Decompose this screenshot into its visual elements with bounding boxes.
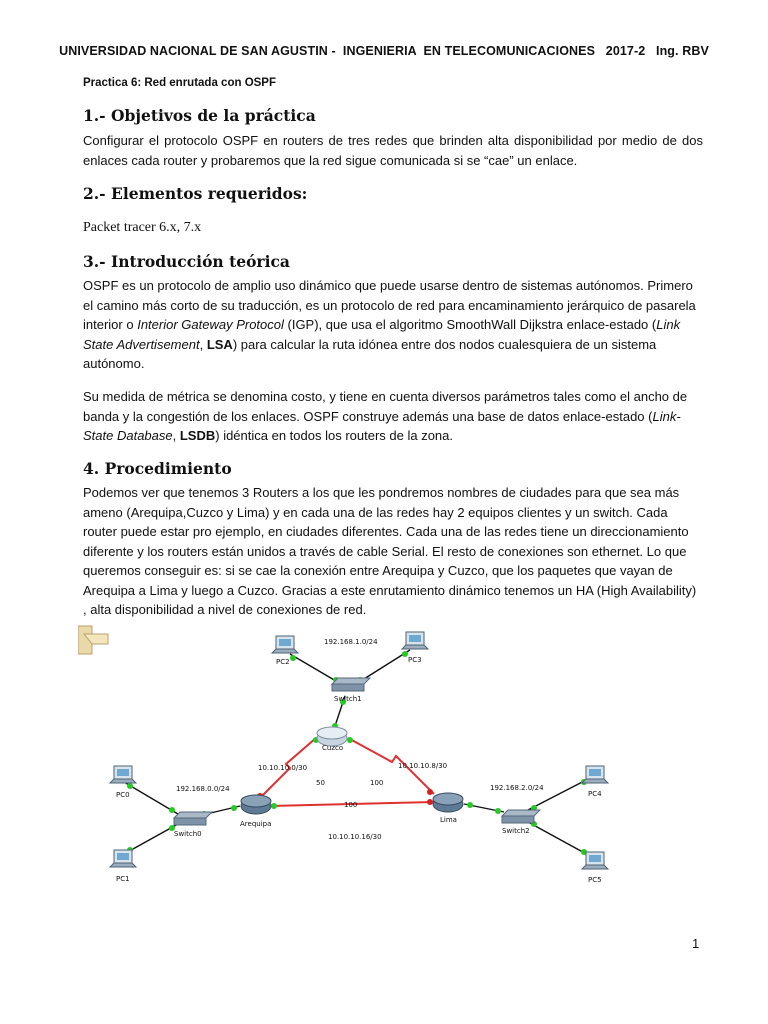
note-icon <box>78 626 108 654</box>
pc1[interactable] <box>110 850 136 883</box>
router-cuzco[interactable] <box>317 727 347 752</box>
pc5[interactable] <box>582 852 608 884</box>
pc0[interactable] <box>110 766 136 799</box>
pc4-label: PC4 <box>588 790 602 798</box>
switch1-label: Switch1 <box>334 695 362 703</box>
switch2[interactable] <box>502 810 540 835</box>
intro-paragraph-2: Su medida de métrica se denomina costo, y tiene en cuenta diversos parámetros tales como el ancho de banda y la congestión de los enlaces. OSPF construye además una base de datos enlace-estado (Link-State Database, LSDB) idéntica en todos los routers de la zona. <box>83 389 688 443</box>
section-title-objetivos: 1.- Objetivos de la práctica <box>83 106 316 125</box>
cost-label-arequipa-cuzco: 50 <box>316 779 325 787</box>
link-label-arequipa-cuzco: 10.10.10.0/30 <box>258 764 308 772</box>
switch2-label: Switch2 <box>502 827 530 835</box>
document-header: UNIVERSIDAD NACIONAL DE SAN AGUSTIN - INGENIERIA EN TELECOMUNICACIONES 2017-2 Ing. RBV <box>59 44 709 58</box>
section-title-procedimiento: 4. Procedimiento <box>83 459 232 478</box>
link-label-arequipa-lima: 10.10.10.16/30 <box>328 833 382 841</box>
router-lima[interactable] <box>433 793 463 824</box>
section-title-elementos: 2.- Elementos requeridos: <box>83 184 308 203</box>
intro-paragraph-1: OSPF es un protocolo de amplio uso dinámico que puede usarse dentro de sistemas autónomos. Primero el camino más corto de su traducción, es un protocolo de red para encaminamiento jerárquico de pasarela interior o Interior Gateway Protocol (IGP), que usa el algoritmo SmoothWall Dijkstra enlace-estado (Link State Advertisement, LSA) para calcular la ruta idónea entre dos nodos cualesquiera de un sistema autónomo. <box>83 278 696 371</box>
pc5-label: PC5 <box>588 876 602 884</box>
practice-subtitle: Practica 6: Red enrutada con OSPF <box>83 77 277 89</box>
router-lima-label: Lima <box>440 816 457 824</box>
pc0-label: PC0 <box>116 791 130 799</box>
pc4[interactable] <box>582 766 608 798</box>
pc3-label: PC3 <box>408 656 422 664</box>
switch1[interactable] <box>332 678 370 703</box>
page-number: 1 <box>692 936 700 951</box>
section-title-intro: 3.- Introducción teórica <box>83 252 290 271</box>
cost-label-cuzco-lima: 100 <box>370 779 384 787</box>
cost-label-arequipa-lima: 100 <box>344 801 358 809</box>
pc2[interactable] <box>272 636 298 666</box>
router-arequipa-label: Arequipa <box>240 820 272 828</box>
pc2-label: PC2 <box>276 658 290 666</box>
network-label-top: 192.168.1.0/24 <box>324 638 378 646</box>
switch0-label: Switch0 <box>174 830 202 838</box>
objetivos-text: Configurar el protocolo OSPF en routers de tres redes que brinden alta disponibilidad por medio de dos enlaces cada router y probaremos que la red sigue comunicada si se “cae” un enlace. <box>83 133 703 168</box>
procedimiento-text: Podemos ver que tenemos 3 Routers a los que les pondremos nombres de ciudades para que sea más ameno (Arequipa,Cuzco y Lima) y en cada una de las redes hay 2 equipos clientes y un switch. Cada router puede estar pro ejemplo, en ciudades diferentes. Cada una de las redes tiene un direccionamiento diferente y los routers están unidos a través de cable Serial. El resto de conexiones son ethernet. Lo que queremos conseguir es: si se cae la conexión entre Arequipa y Cuzco, que los paquetes que vayan de Arequipa a Lima y luego a Cuzco. Gracias a este enrutamiento dinámico tenemos un HA (High Availability) , alta disponibilidad a nivel de conexiones de red. <box>83 485 697 617</box>
router-cuzco-label: Cuzco <box>322 744 344 752</box>
pc3[interactable] <box>402 632 428 664</box>
router-arequipa[interactable] <box>240 795 271 828</box>
link-pc4-switch2 <box>528 778 590 810</box>
switch0[interactable] <box>174 812 212 838</box>
link-pc5-switch2 <box>528 822 590 856</box>
pc1-label: PC1 <box>116 875 130 883</box>
link-label-cuzco-lima: 10.10.10.8/30 <box>398 762 448 770</box>
network-label-right: 192.168.2.0/24 <box>490 784 544 792</box>
network-label-left: 192.168.0.0/24 <box>176 785 230 793</box>
elementos-text: Packet tracer 6.x, 7.x <box>83 220 202 235</box>
network-topology-diagram <box>78 622 688 892</box>
